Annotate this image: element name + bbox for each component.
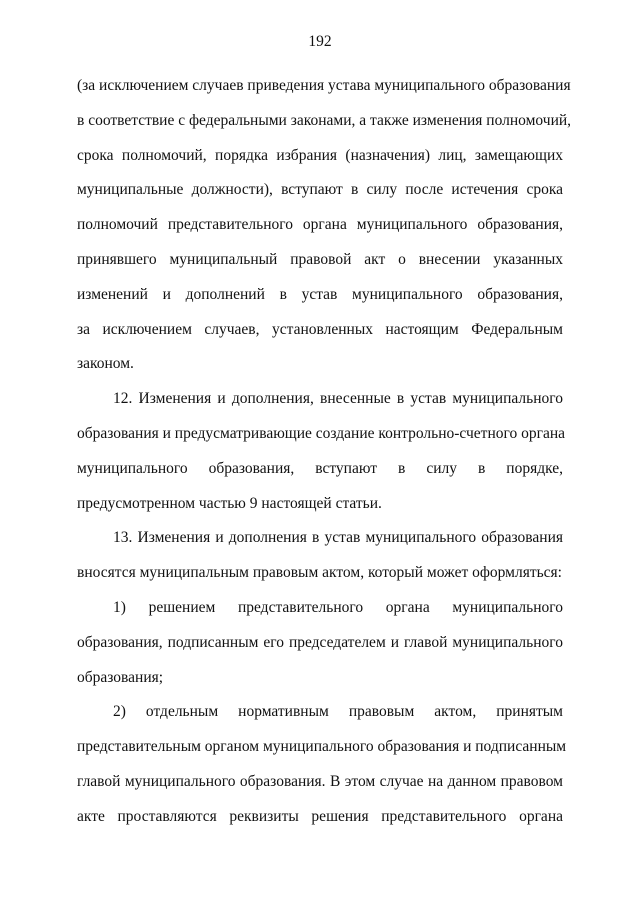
text-line: срока полномочий, порядка избрания (назначения) лиц, замещающих: [77, 146, 563, 164]
text-line: образования и предусматривающие создание контрольно-счетного органа: [77, 424, 566, 442]
text-line: принявшего муниципальный правовой акт о внесении указанных: [77, 250, 563, 268]
text-line: изменений и дополнений в устав муниципального образования,: [77, 285, 563, 303]
text-line: 1) решением представительного органа муниципального: [113, 598, 563, 616]
paragraph-item-12: [77, 382, 566, 521]
text-line: акте проставляются реквизиты решения представительного органа: [77, 807, 563, 825]
text-line: вносятся муниципальным правовым актом, который может оформляться:: [77, 564, 562, 582]
paragraph-item-13: [77, 521, 563, 591]
page-number: 192: [308, 33, 332, 50]
text-line: главой муниципального образования. В этом случае на данном правовом: [77, 772, 563, 790]
text-line: (за исключением случаев приведения устава муниципального образования: [77, 77, 571, 94]
document-body: [77, 69, 572, 835]
text-line: за исключением случаев, установленных настоящим Федеральным: [77, 320, 563, 338]
text-line: муниципального образования, вступают в силу в порядке,: [77, 459, 563, 477]
text-line: 2) отдельным нормативным правовым актом, принятым: [113, 703, 563, 721]
text-line: 13. Изменения и дополнения в устав муниципального образования: [113, 529, 563, 547]
text-line: законом.: [77, 355, 134, 373]
text-line: муниципальные должности), вступают в силу после истечения срока: [77, 181, 563, 199]
text-line: полномочий представительного органа муниципального образования,: [77, 216, 563, 234]
paragraph-continuation: [77, 69, 572, 382]
text-line: 12. Изменения и дополнения, внесенные в устав муниципального: [113, 390, 563, 408]
text-line: представительным органом муниципального образования и подписанным: [77, 738, 567, 756]
paragraph-subitem-1: [77, 591, 563, 695]
paragraph-subitem-2: [77, 695, 567, 834]
text-line: предусмотренном частью 9 настоящей статьи.: [77, 494, 382, 512]
text-line: образования;: [77, 668, 164, 686]
text-line: образования, подписанным его председателем и главой муниципального: [77, 633, 563, 651]
text-line: в соответствие с федеральными законами, а также изменения полномочий,: [77, 111, 572, 129]
